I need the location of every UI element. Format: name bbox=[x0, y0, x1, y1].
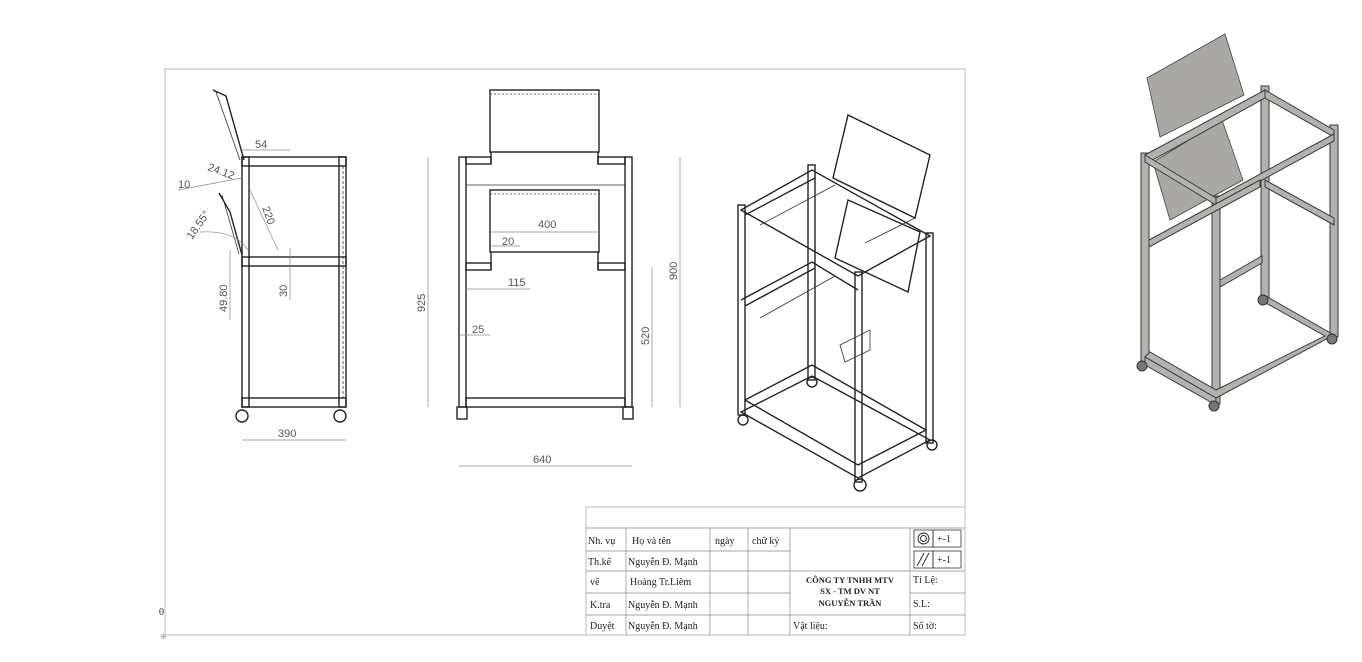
tb-header-date: ngày bbox=[715, 536, 735, 547]
dim-side-angle-b: 18.55° bbox=[184, 208, 213, 242]
dim-front-115: 115 bbox=[508, 277, 526, 289]
concentricity-icon bbox=[918, 533, 929, 544]
tb-row-name: Nguyễn Đ. Mạnh bbox=[628, 600, 698, 611]
tb-row-name: Hoàng Tr.Liêm bbox=[630, 577, 692, 588]
tb-row-name: Nguyễn Đ. Mạnh bbox=[628, 557, 698, 568]
origin-label: 0 bbox=[159, 607, 164, 618]
dim-front-900: 900 bbox=[668, 261, 680, 280]
tb-company-line: NGUYỄN TRẦN bbox=[818, 598, 882, 608]
dim-front-width: 640 bbox=[533, 454, 552, 466]
dim-side-angle-a: 24.12 bbox=[205, 161, 236, 183]
side-view bbox=[178, 90, 346, 440]
tb-header-signature: chữ ký bbox=[752, 536, 780, 547]
tb-sheet-label: Số tờ: bbox=[913, 621, 937, 632]
dim-front-400: 400 bbox=[538, 219, 557, 231]
tb-scale-label: Tỉ Lệ: bbox=[913, 575, 938, 586]
tb-row-role: Th.kế bbox=[588, 557, 612, 568]
tb-company-line: SX - TM DV NT bbox=[820, 586, 880, 596]
tb-quantity-label: S.L: bbox=[913, 599, 930, 610]
tb-row-role: K.tra bbox=[590, 600, 611, 611]
tb-header-role: Nh. vụ bbox=[588, 536, 616, 547]
tb-header-name: Họ và tên bbox=[632, 536, 671, 547]
dim-front-520: 520 bbox=[640, 326, 652, 345]
dim-side-width: 390 bbox=[278, 428, 297, 440]
tb-row-name: Nguyễn Đ. Mạnh bbox=[628, 621, 698, 632]
front-view bbox=[416, 90, 680, 466]
dim-side-offset: 10 bbox=[178, 179, 191, 191]
tb-tolerance-1: +-1 bbox=[937, 534, 951, 545]
dim-side-left: 49.80 bbox=[218, 284, 230, 312]
tb-row-role: vẽ bbox=[590, 577, 600, 588]
isometric-shaded-view bbox=[1137, 34, 1338, 411]
tb-company-line: CÔNG TY TNHH MTV bbox=[806, 575, 894, 585]
origin-marker-icon: ✳ bbox=[159, 632, 168, 643]
dim-side-len: 220 bbox=[259, 204, 277, 227]
dim-side-top-width: 54 bbox=[255, 139, 268, 151]
tb-tolerance-2: +-1 bbox=[937, 555, 951, 566]
dim-front-925: 925 bbox=[416, 293, 428, 312]
isometric-line-view bbox=[738, 115, 937, 491]
sheet-border bbox=[165, 69, 965, 635]
dim-front-20: 20 bbox=[502, 236, 515, 248]
dim-front-25: 25 bbox=[472, 324, 485, 336]
dim-side-30: 30 bbox=[278, 284, 290, 297]
tb-material-label: Vật liệu: bbox=[793, 621, 828, 632]
tb-row-role: Duyệt bbox=[590, 621, 615, 632]
parallelism-icon bbox=[917, 553, 929, 566]
title-block bbox=[586, 507, 965, 635]
